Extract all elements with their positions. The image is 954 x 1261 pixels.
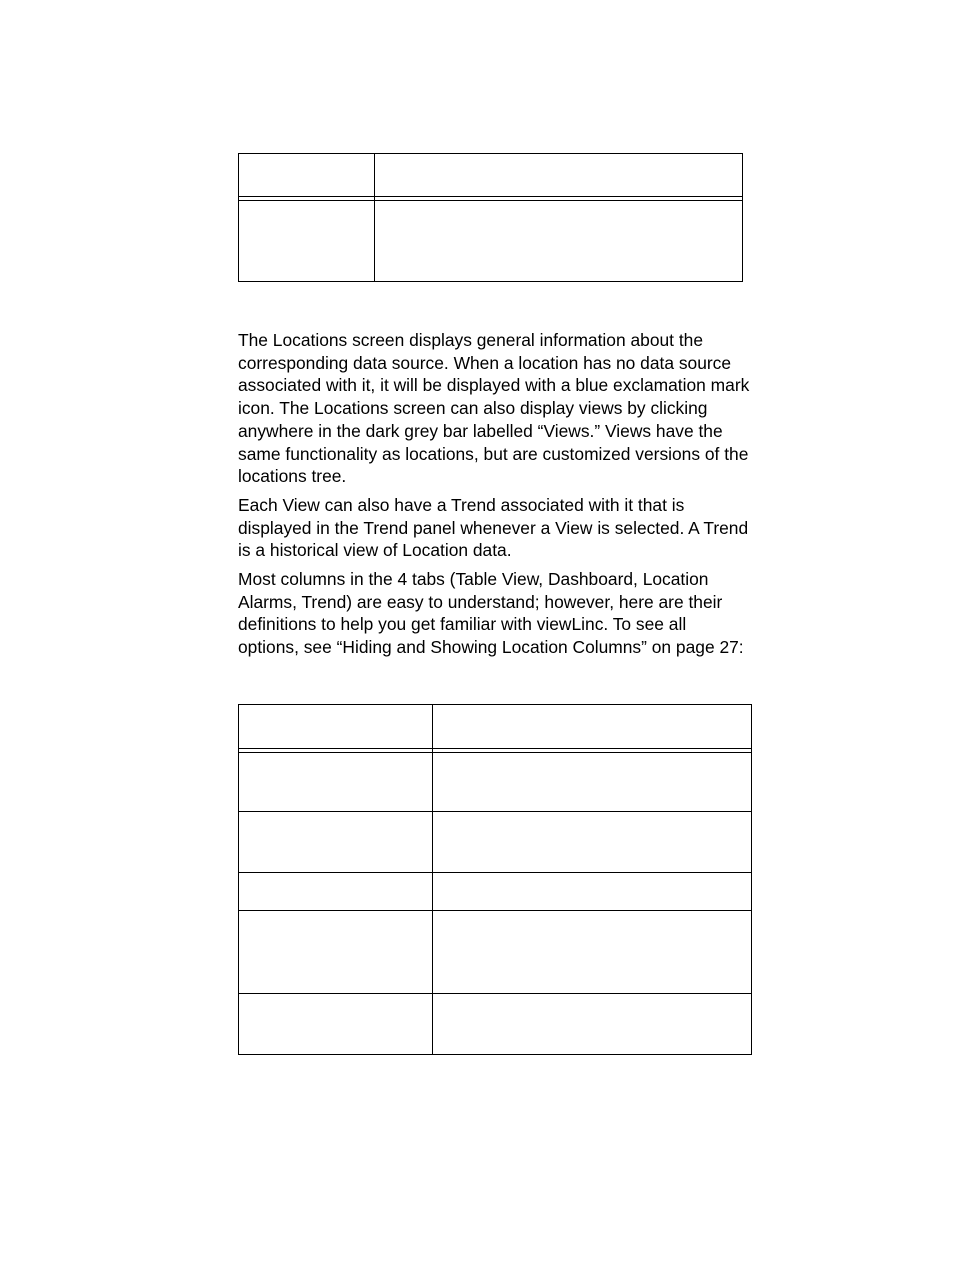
paragraph-view-trend: Each View can also have a Trend associated with it that is displayed in the Trend panel whenever a View is selected. A Trend is a historical view of Location data. <box>238 494 749 561</box>
table-column-divider <box>432 705 433 1054</box>
table-header-divider-double <box>239 200 742 201</box>
table-row-divider <box>239 910 751 911</box>
table-row-divider <box>239 811 751 812</box>
body-text <box>238 329 750 665</box>
table-header-divider-double <box>239 752 751 753</box>
paragraph-locations-screen: The Locations screen displays general information about the corresponding data source. When a location has no data source associated with it, it will be displayed with a blue exclamation mark icon. The Locations screen can also display views by clicking anywhere in the dark grey bar labelled “Views.” Views have the same functionality as locations, but are customized versions of the locations tree. <box>238 330 750 487</box>
bottom-table <box>238 704 752 1055</box>
table-header-divider <box>239 748 751 749</box>
table-column-divider <box>374 154 375 281</box>
top-table <box>238 153 743 282</box>
table-header-divider <box>239 196 742 197</box>
table-row-divider <box>239 993 751 994</box>
table-row-divider <box>239 872 751 873</box>
paragraph-columns-definitions: Most columns in the 4 tabs (Table View, Dashboard, Location Alarms, Trend) are easy to understand; however, here are their definitions to help you get familiar with viewLinc. To see all options, see “Hiding and Showing Location Columns” on page 27: <box>238 569 744 658</box>
